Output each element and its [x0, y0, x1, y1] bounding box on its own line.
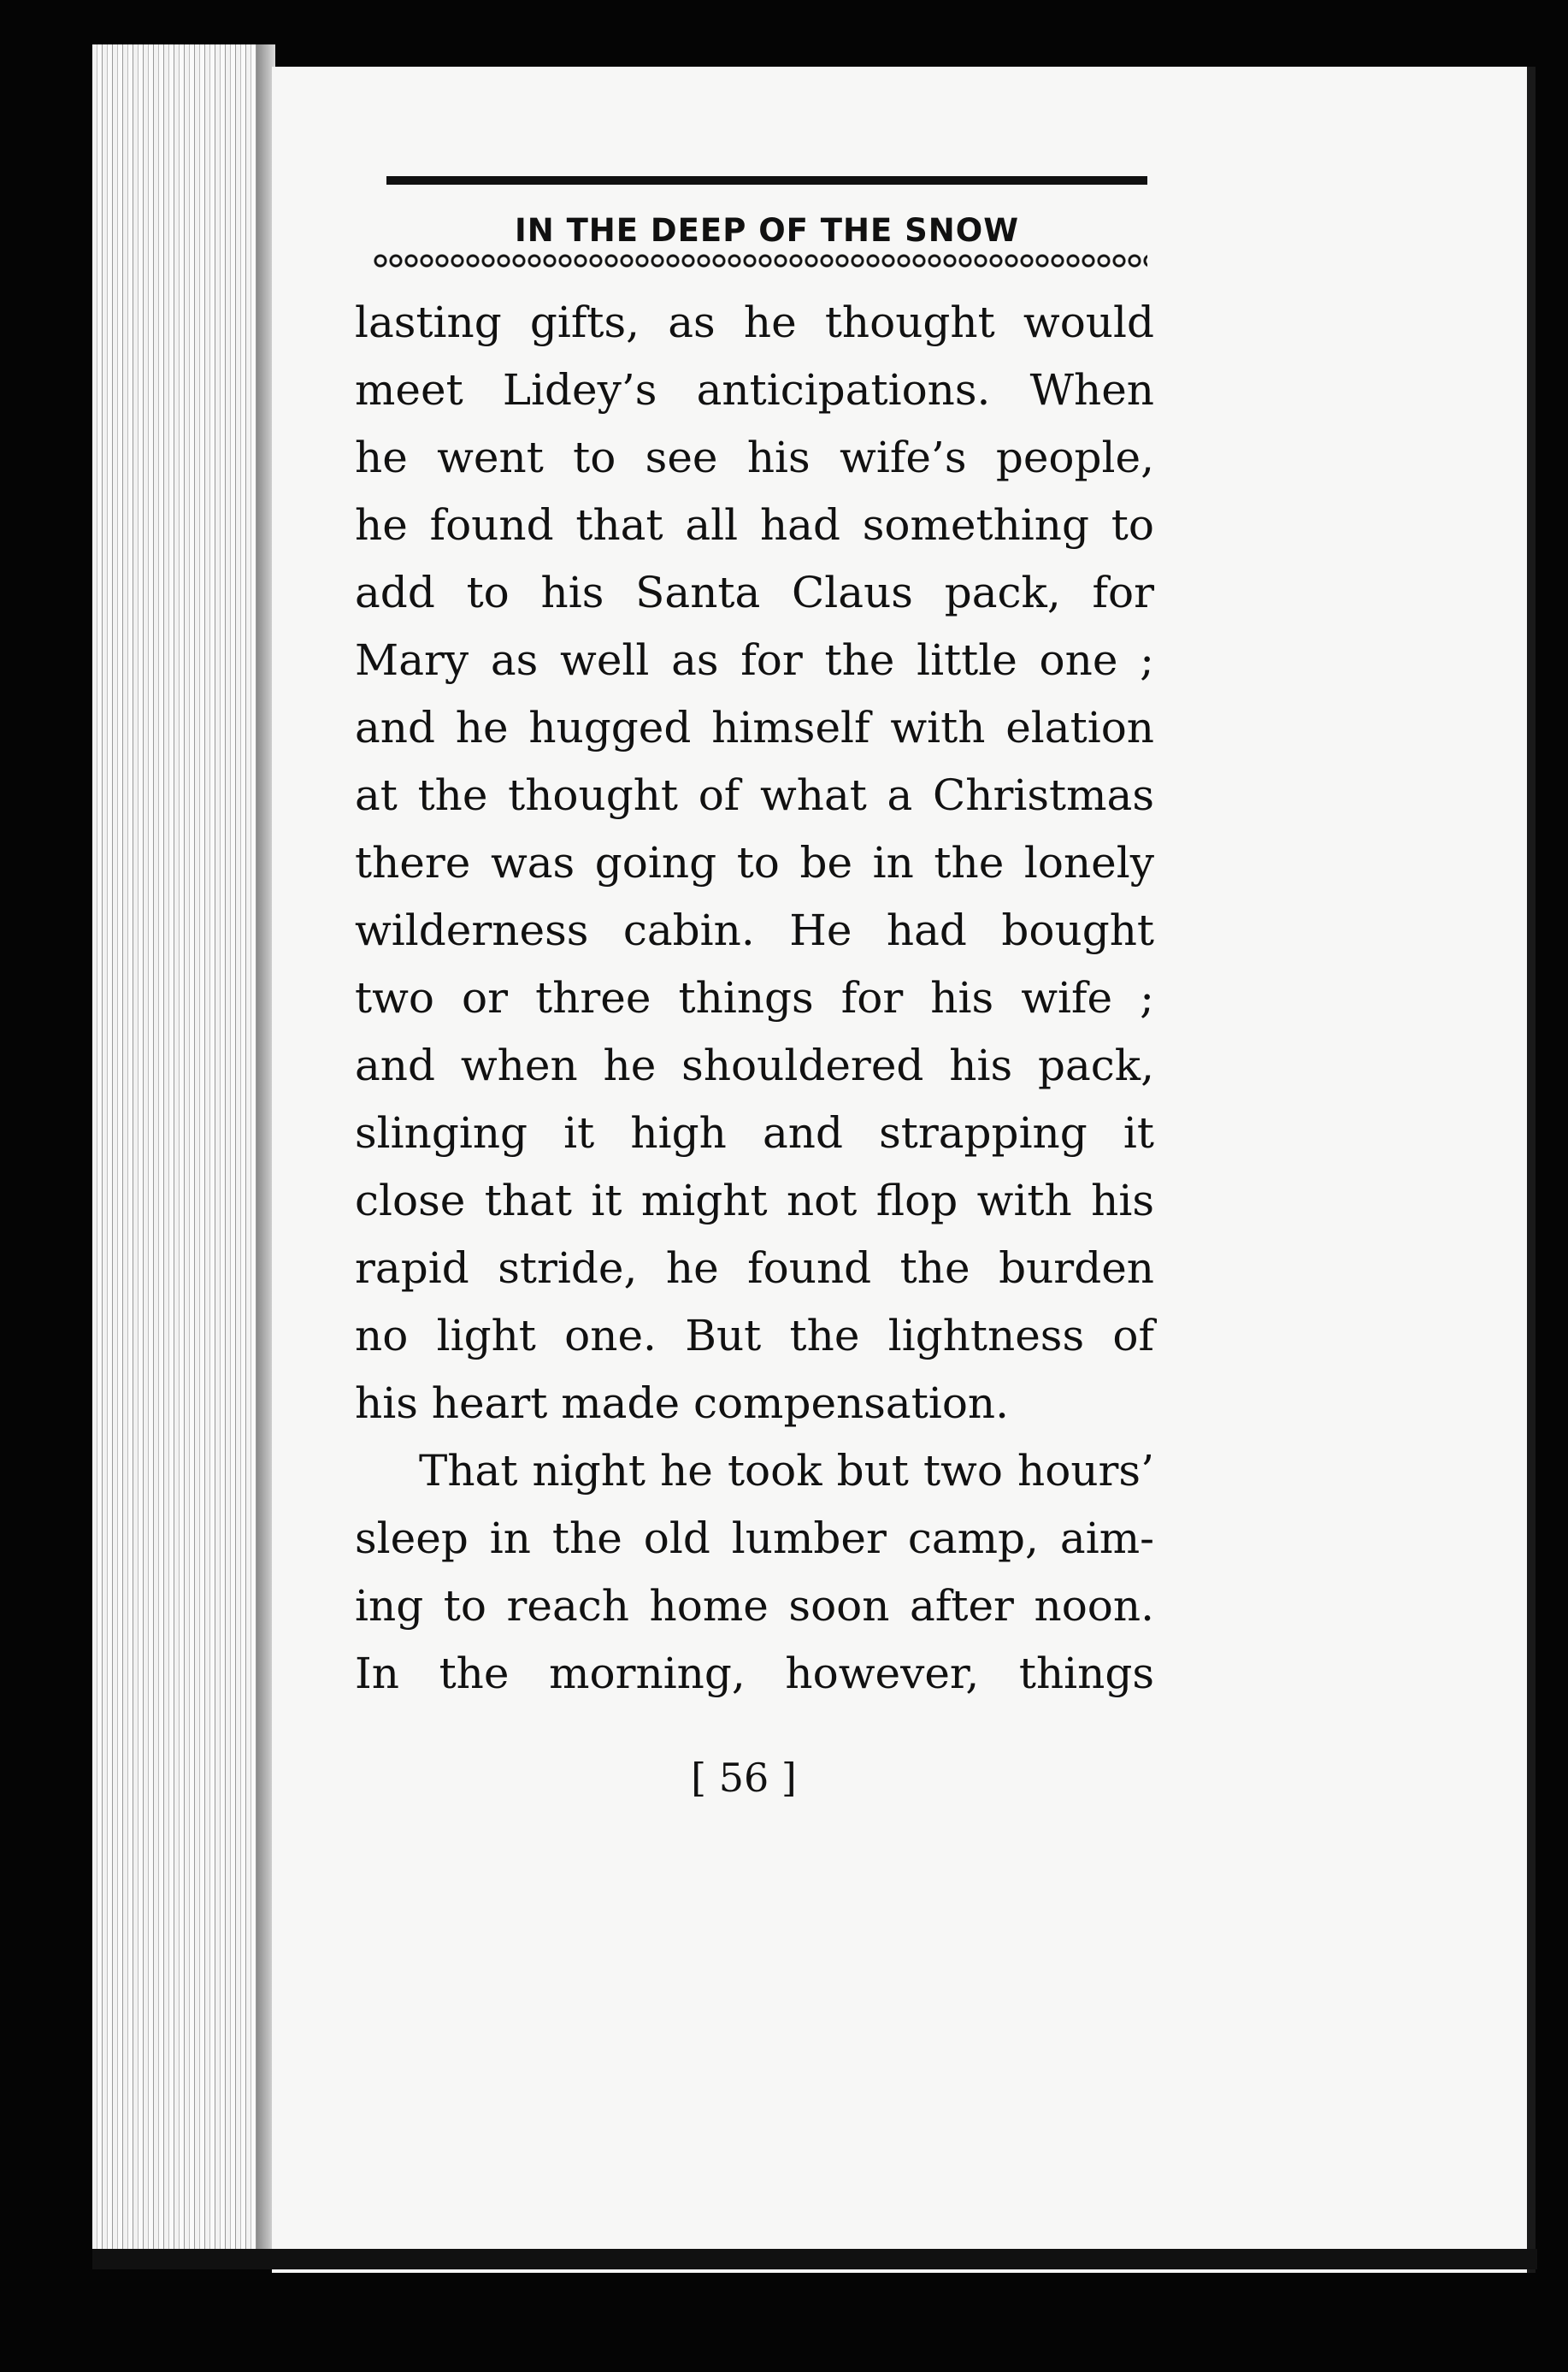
text-line: two or three things for his wife ; — [355, 973, 1154, 1023]
text-line: he went to see his wife’s people, — [355, 433, 1154, 482]
text-line: wilderness cabin. He had bought — [355, 906, 1154, 955]
text-line: his heart made compensation. — [355, 1378, 1010, 1428]
text-line: sleep in the old lumber camp, aim- — [355, 1513, 1154, 1563]
paragraph-1 — [355, 289, 1154, 1437]
text-line: no light one. But the lightness of — [355, 1311, 1154, 1360]
text-line: In the morning, however, things — [355, 1649, 1154, 1698]
text-line: ing to reach home soon after noon. — [355, 1581, 1154, 1631]
ornamental-rule — [373, 253, 1147, 268]
text-line: and when he shouldered his pack, — [355, 1041, 1154, 1090]
text-line: there was going to be in the lonely — [355, 838, 1154, 888]
text-line: lasting gifts, as he thought would — [355, 298, 1154, 347]
text-line: rapid stride, he found the burden — [355, 1243, 1154, 1293]
text-line: Mary as well as for the little one ; — [355, 635, 1154, 685]
running-head: IN THE DEEP OF THE SNOW — [514, 212, 1020, 249]
text-line: at the thought of what a Christmas — [355, 770, 1154, 820]
text-line: meet Lidey’s anticipations. When — [355, 365, 1154, 415]
page-edges-stack — [92, 44, 272, 2268]
text-line: and he hugged himself with elation — [355, 703, 1154, 752]
paragraph-2 — [355, 1437, 1154, 1708]
text-line: That night he took but two hours’ — [419, 1446, 1154, 1496]
body-text — [355, 289, 1154, 1708]
text-line: add to his Santa Claus pack, for — [355, 568, 1154, 617]
page-bottom-edge — [92, 2249, 1537, 2269]
text-line: he found that all had something to — [355, 500, 1154, 550]
text-line: slinging it high and strapping it — [355, 1108, 1154, 1158]
header-rule — [386, 176, 1147, 185]
text-line: close that it might not flop with his — [355, 1176, 1154, 1225]
page-number: [ 56 ] — [691, 1755, 797, 1801]
